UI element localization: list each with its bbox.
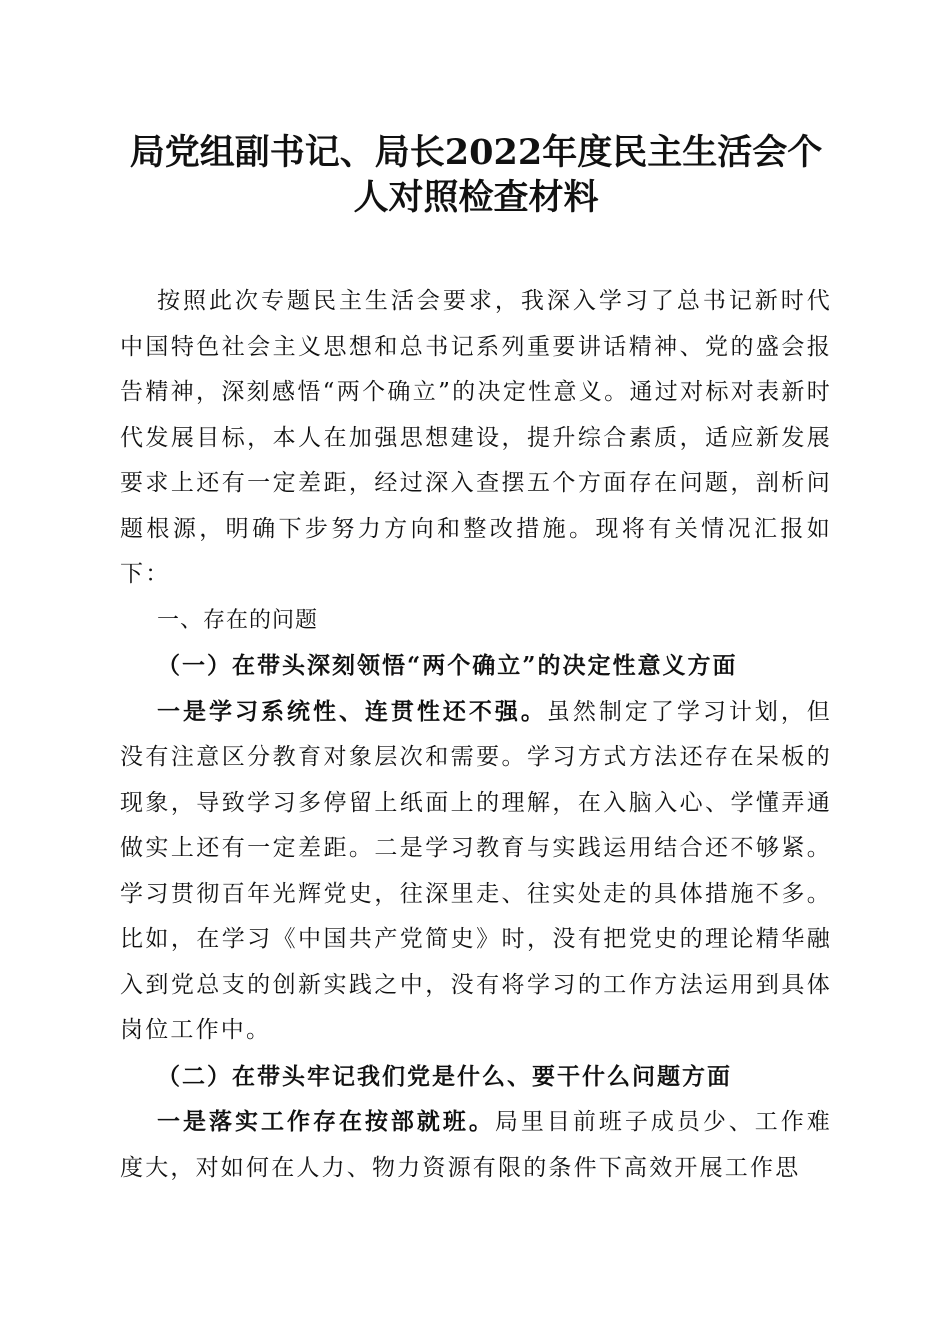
document-body — [120, 279, 832, 1191]
subsection-2-lead: 一是落实工作存在按部就班。 — [157, 1108, 495, 1135]
subsection-1-lead: 一是学习系统性、连贯性还不强。 — [157, 697, 547, 725]
subsection-1-paragraph — [120, 689, 832, 1054]
intro-paragraph: 按照此次专题民主生活会要求，我深入学习了总书记新时代中国特色社会主义思想和总书记系列重要讲话精神、党的盛会报告精神，深刻感悟“两个确立”的决定性意义。通过对标对表新时代发展目标，本人在加强思想建设，提升综合素质，适应新发展要求上还有一定差距，经过深入查摆五个方面存在问题，剖析问题根源，明确下步努力方向和整改措施。现将有关情况汇报如下： — [120, 288, 832, 587]
title-line-2: 人对照检查材料 — [353, 177, 599, 218]
document-page — [120, 130, 832, 1191]
section-heading-problems: 一、存在的问题 — [157, 607, 319, 633]
subsection-1-body: 虽然制定了学习计划，但没有注意区分教育对象层次和需要。学习方式方法还存在呆板的现象，导致学习多停留上纸面上的理解，在入脑入心、学懂弄通做实上还有一定差距。二是学习教育与实践运用结合还不够紧。学习贯彻百年光辉党史，往深里走、往实处走的具体措施不多。比如，在学习《中国共产党简史》时，没有把党史的理论精华融入到党总支的创新实践之中，没有将学习的工作方法运用到具体岗位工作中。 — [120, 698, 833, 1043]
document-title — [120, 130, 832, 220]
subsection-2-paragraph — [120, 1099, 832, 1191]
title-line-1: 局党组副书记、局长2022年度民主生活会个 — [129, 132, 823, 173]
subsection-heading-1: （一）在带头深刻领悟“两个确立”的决定性意义方面 — [157, 652, 738, 679]
subsection-2-body: 局里目前班子成员少、工作难度大，对如何在人力、物力资源有限的条件下高效开展工作思 — [120, 1109, 832, 1181]
subsection-heading-2: （二）在带头牢记我们党是什么、要干什么问题方面 — [157, 1062, 732, 1090]
